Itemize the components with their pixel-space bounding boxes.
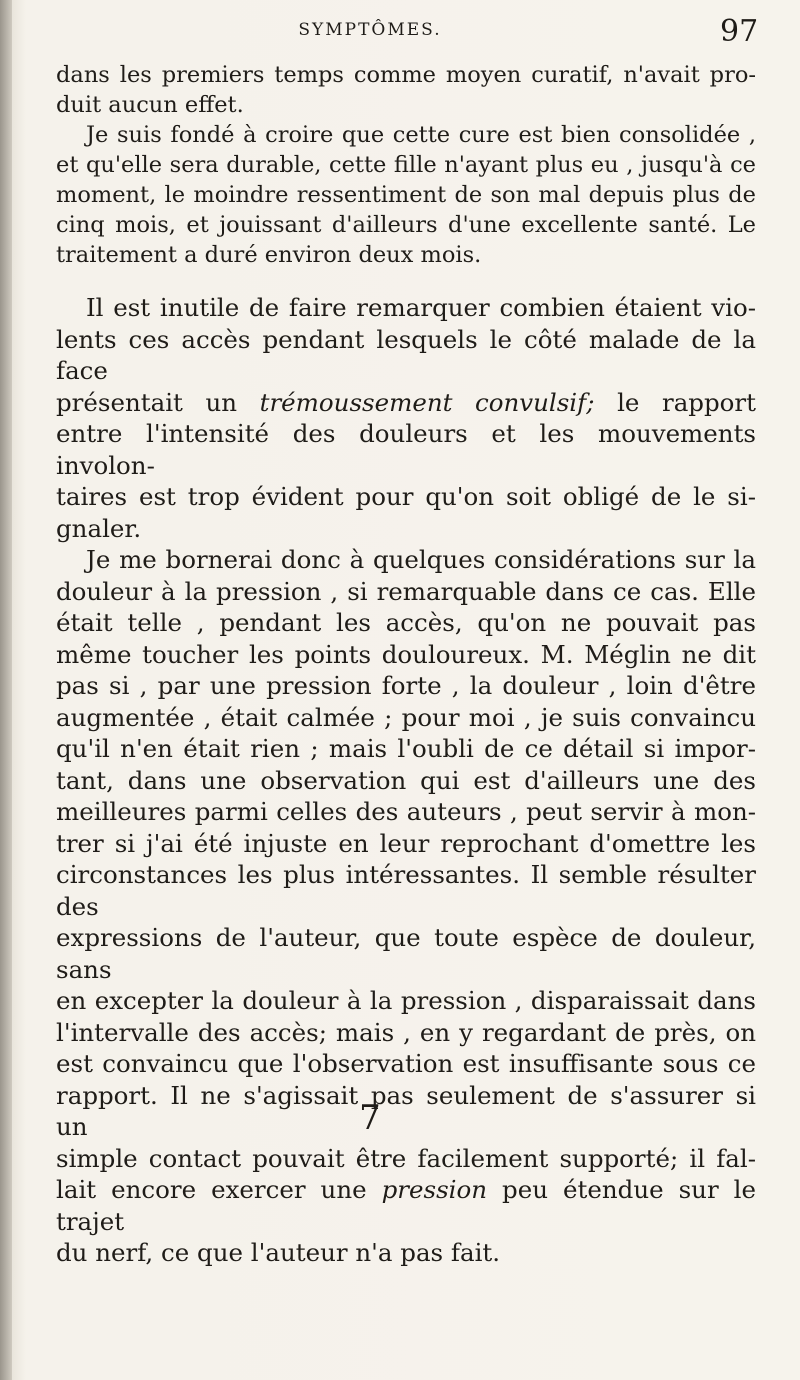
italic-term: pression xyxy=(381,1175,488,1204)
text-line: Je suis fondé à croire que cette cure est bien consolidée , xyxy=(86,122,756,148)
text-line: circonstances les plus intéressantes. Il semble résulter des xyxy=(56,860,756,921)
text-line: rapport. Il ne s'agissait pas seulement de s'assurer si un xyxy=(56,1080,756,1141)
text-line: l'intervalle des accès; mais , en y regardant de près, on xyxy=(56,1017,756,1047)
text-line: en excepter la douleur à la pression , disparaissait dans xyxy=(56,986,756,1015)
text-line: entre l'intensité des douleurs et les mouvements involon- xyxy=(56,419,756,480)
text-line: Je me bornerai donc à quelques considérations sur la xyxy=(86,545,756,574)
page-gutter-shadow xyxy=(0,0,12,1380)
text-span: présentait un xyxy=(56,387,238,417)
text-line: Il est inutile de faire remarquer combien étaient vio- xyxy=(86,293,756,322)
text-line: duit aucun effet. xyxy=(56,92,244,118)
text-line xyxy=(56,1174,756,1237)
text-line: gnaler. xyxy=(56,513,142,543)
text-line: meilleures parmi celles des auteurs , peut servir à mon- xyxy=(56,797,756,826)
text-line: est convaincu que l'observation est insuffisante sous ce xyxy=(56,1049,756,1078)
page-number: 97 xyxy=(720,14,759,49)
text-line: pas si , par une pression forte , la douleur , loin d'être xyxy=(56,671,756,700)
text-line: tant, dans une observation qui est d'ailleurs une des xyxy=(56,765,756,795)
page-header xyxy=(0,14,800,48)
text-span: peu étendue sur le trajet xyxy=(56,1175,756,1236)
text-line: taires est trop évident pour qu'on soit obligé de le si- xyxy=(56,482,756,511)
text-line: lents ces accès pendant lesquels le côté malade de la face xyxy=(56,324,756,385)
paragraph-2 xyxy=(56,292,756,544)
signature-mark: 7 xyxy=(359,1098,381,1138)
text-line: cinq mois, et jouissant d'ailleurs d'une excellente santé. Le xyxy=(56,212,756,238)
text-line: augmentée , était calmée ; pour moi , je suis convaincu xyxy=(56,702,756,732)
paragraph-1 xyxy=(56,60,756,270)
text-line: douleur à la pression , si remarquable dans ce cas. Elle xyxy=(56,576,756,606)
text-line: était telle , pendant les accès, qu'on ne pouvait pas xyxy=(56,608,756,637)
text-span: le rapport xyxy=(617,387,756,417)
text-line: traitement a duré environ deux mois. xyxy=(56,242,482,268)
text-line: même toucher les points douloureux. M. Méglin ne dit xyxy=(56,639,756,669)
running-head: SYMPTÔMES. xyxy=(298,20,442,40)
text-line: expressions de l'auteur, que toute espèce de douleur, sans xyxy=(56,923,756,984)
text-line: dans les premiers temps comme moyen curatif, n'avait pro- xyxy=(56,62,756,88)
text-line: moment, le moindre ressentiment de son mal depuis plus de xyxy=(56,182,756,208)
text-line: trer si j'ai été injuste en leur reprochant d'omettre les xyxy=(56,828,756,858)
text-span: lait encore exercer une xyxy=(56,1175,367,1204)
text-line xyxy=(56,387,756,419)
text-line: qu'il n'en était rien ; mais l'oubli de ce détail si impor- xyxy=(56,734,756,763)
text-line: simple contact pouvait être facilement supporté; il fal- xyxy=(56,1143,756,1173)
text-line: du nerf, ce que l'auteur n'a pas fait. xyxy=(56,1238,501,1267)
body-text xyxy=(56,60,756,1269)
italic-term: trémoussement convulsif; xyxy=(259,387,595,417)
paragraph-3 xyxy=(56,544,756,1269)
text-line: et qu'elle sera durable, cette fille n'ayant plus eu , jusqu'à ce xyxy=(56,152,756,178)
